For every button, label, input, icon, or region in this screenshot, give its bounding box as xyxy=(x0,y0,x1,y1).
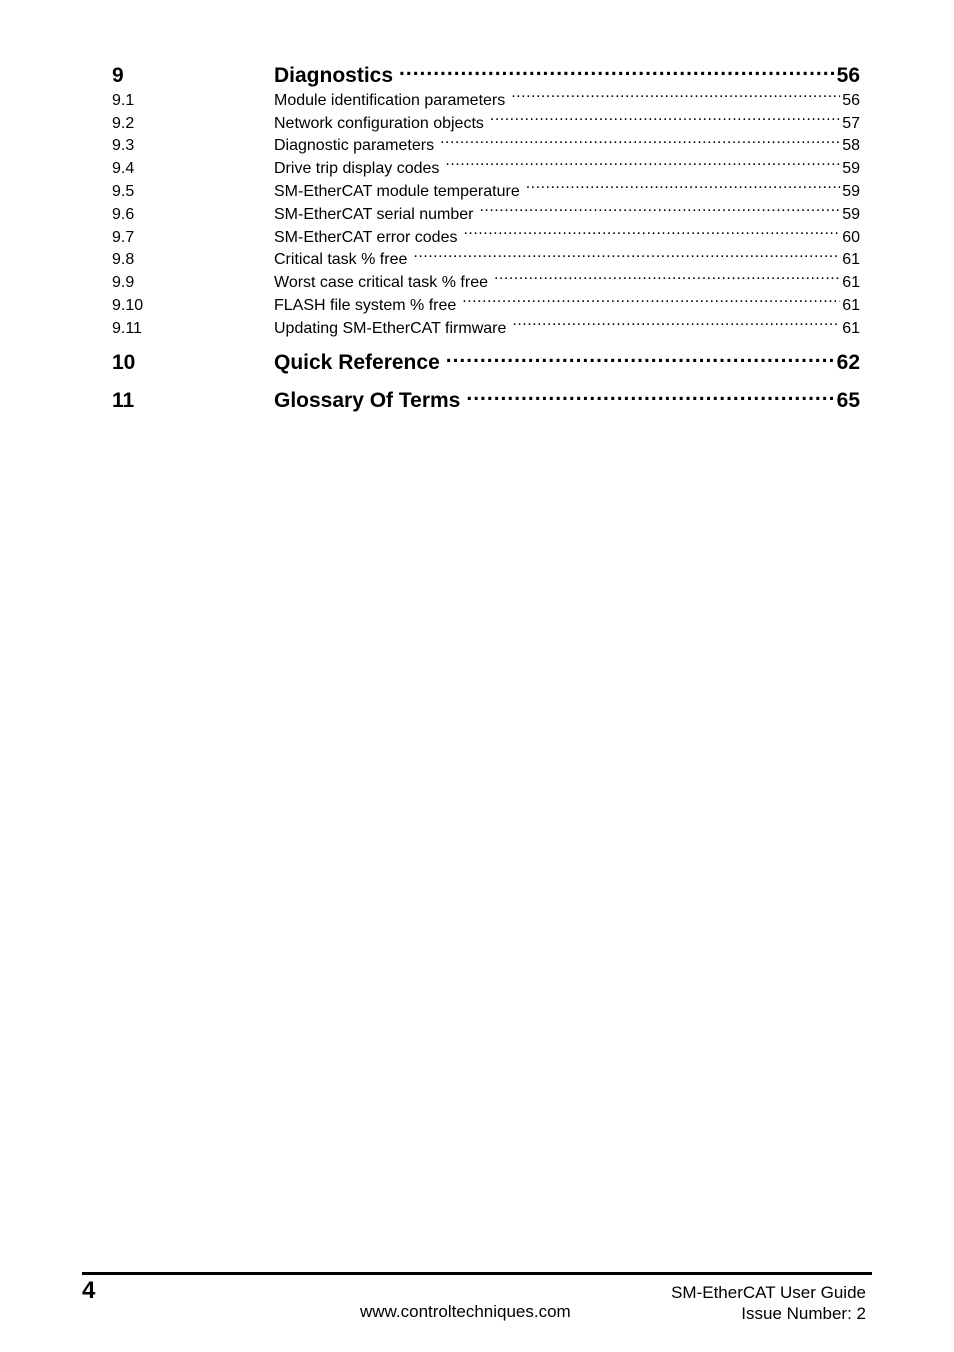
section-page: 61 xyxy=(842,296,860,314)
section-number: 9.3 xyxy=(112,137,135,155)
dot-leader xyxy=(446,343,835,369)
toc-chapter-10[interactable] xyxy=(112,343,860,374)
section-title: SM-EtherCAT serial number xyxy=(274,205,474,223)
dot-leader xyxy=(494,264,840,287)
dot-leader xyxy=(511,82,840,105)
chapter-title: Glossary Of Terms xyxy=(274,388,461,412)
section-title: Updating SM-EtherCAT firmware xyxy=(274,319,507,337)
section-number: 9.10 xyxy=(112,296,144,314)
dot-leader xyxy=(479,196,840,219)
dot-leader xyxy=(445,150,840,173)
section-title: SM-EtherCAT module temperature xyxy=(274,182,520,200)
chapter-number: 10 xyxy=(112,350,136,374)
chapter-title: Quick Reference xyxy=(274,350,440,374)
table-of-contents xyxy=(112,56,860,412)
section-title: SM-EtherCAT error codes xyxy=(274,228,458,246)
section-number: 9.2 xyxy=(112,114,135,132)
section-page: 59 xyxy=(842,160,860,178)
section-number: 9.9 xyxy=(112,274,135,292)
toc-chapter-9[interactable] xyxy=(112,56,860,87)
section-page: 56 xyxy=(842,91,860,109)
footer-website-link[interactable]: www.controltechniques.com xyxy=(360,1302,571,1321)
section-title: Drive trip display codes xyxy=(274,160,440,178)
toc-chapter-11[interactable] xyxy=(112,381,860,412)
section-page: 59 xyxy=(842,182,860,200)
chapter-number: 11 xyxy=(112,388,135,412)
chapter-page: 62 xyxy=(836,350,860,374)
footer-divider xyxy=(82,1272,872,1275)
dot-leader xyxy=(399,56,835,82)
dot-leader xyxy=(512,310,840,333)
dot-leader xyxy=(462,287,840,310)
section-page: 60 xyxy=(842,228,860,246)
section-number: 9.6 xyxy=(112,205,135,223)
dot-leader xyxy=(526,173,840,196)
section-title: Diagnostic parameters xyxy=(274,137,435,155)
section-number: 9.7 xyxy=(112,228,135,246)
section-number: 9.1 xyxy=(112,91,135,109)
section-title: Module identification parameters xyxy=(274,91,506,109)
chapter-page: 56 xyxy=(836,64,860,87)
dot-leader xyxy=(466,381,834,407)
guide-title: SM-EtherCAT User Guide xyxy=(671,1283,866,1302)
section-number: 9.11 xyxy=(112,319,142,337)
section-page: 61 xyxy=(842,274,860,292)
section-page: 61 xyxy=(842,251,860,269)
chapter-page: 65 xyxy=(836,388,860,412)
section-title: Critical task % free xyxy=(274,251,408,269)
chapter-title: Diagnostics xyxy=(274,64,394,87)
dot-leader xyxy=(413,242,840,265)
section-page: 58 xyxy=(842,137,860,155)
section-title: FLASH file system % free xyxy=(274,296,457,314)
footer-document-info xyxy=(671,1282,866,1324)
section-number: 9.4 xyxy=(112,160,135,178)
section-number: 9.5 xyxy=(112,182,135,200)
section-page: 61 xyxy=(842,319,860,337)
section-page: 57 xyxy=(842,114,860,132)
dot-leader xyxy=(463,219,840,242)
section-title: Network configuration objects xyxy=(274,114,484,132)
dot-leader xyxy=(490,105,840,128)
section-number: 9.8 xyxy=(112,251,135,269)
section-page: 59 xyxy=(842,205,860,223)
issue-number: Issue Number: 2 xyxy=(741,1304,866,1323)
dot-leader xyxy=(440,128,840,151)
section-title: Worst case critical task % free xyxy=(274,274,488,292)
page-number: 4 xyxy=(82,1277,96,1304)
chapter-number: 9 xyxy=(112,64,124,87)
